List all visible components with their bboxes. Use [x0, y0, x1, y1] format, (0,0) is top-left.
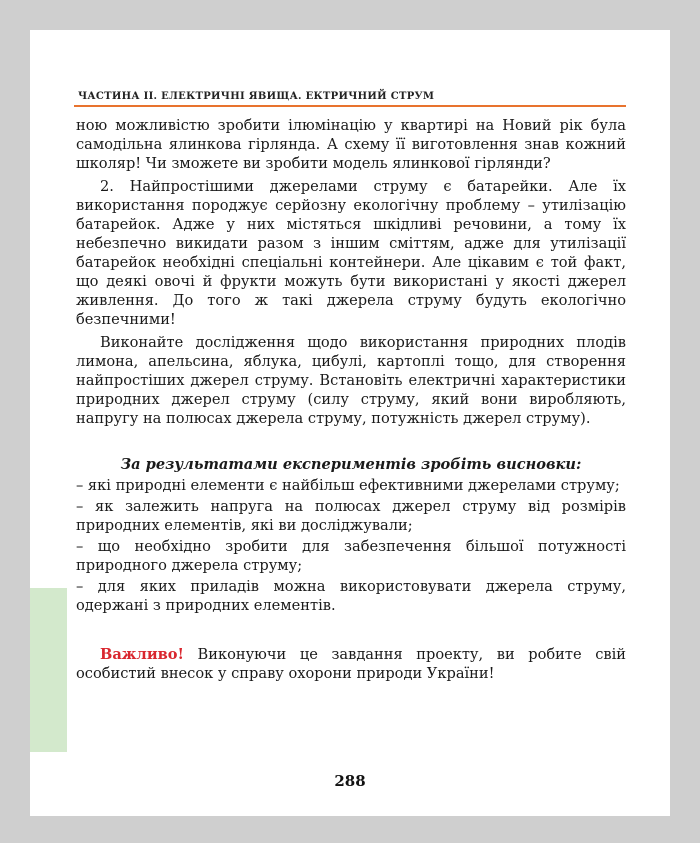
running-header: ЧАСТИНА II. ЕЛЕКТРИЧНІ ЯВИЩА. ЕКТРИЧНИЙ СТРУМ: [78, 91, 435, 102]
important-text: Виконуючи це завдання проекту, ви робите свій особистий внесок у справу охорони природи України!: [76, 646, 626, 682]
paragraph-continuation: ною можливістю зробити ілюмінацію у квартирі на Новий рік була самодільна ялинкова гірлянда. А схему її виготовлення знав кожний школяр! Чи зможете ви зробити модель ялинкової гірлянди?: [76, 117, 626, 172]
important-note: [76, 645, 626, 683]
conclusion-item: – які природні елементи є найбільш ефективними джерелами струму;: [76, 477, 620, 494]
conclusion-item: – для яких приладів можна використовувати джерела струму, одержані з природних елементів.: [76, 578, 626, 614]
paragraph-research-task: Виконайте дослідження щодо використання природних плодів лимона, апельсина, яблука, цибулі, картоплі тощо, для створення найпростіших джерел струму. Встановіть електричні характеристики природних джерел струму (силу струму, який вони виробляють, напругу на полюсах джерела струму, потужність джерел струму).: [76, 334, 626, 427]
green-margin-tab: [30, 588, 67, 752]
conclusions-title: За результатами експериментів зробіть висновки:: [120, 456, 582, 473]
paragraph-batteries: 2. Найпростішими джерелами струму є батарейки. Але їх використання породжує серйозну екологічну проблему – утилізацію батарейок. Адже у них містяться шкідливі речовини, а тому їх небезпечно викидати разом з іншим сміттям, адже для утилізації батарейок необхідні спеціальні контейнери. Але цікавим є той факт, що деякі овочі й фрукти можуть бути використані у якості джерел живлення. До того ж такі джерела струму будуть екологічно безпечними!: [76, 178, 626, 328]
conclusion-item: – як залежить напруга на полюсах джерел струму від розмірів природних елементів, які ви досліджували;: [76, 498, 626, 534]
page-number: 288: [334, 772, 366, 790]
conclusion-item: – що необхідно зробити для забезпечення більшої потужності природного джерела струму;: [76, 538, 626, 574]
important-label: Важливо!: [100, 646, 184, 663]
page-body: [76, 116, 626, 683]
header-rule: [74, 105, 626, 107]
